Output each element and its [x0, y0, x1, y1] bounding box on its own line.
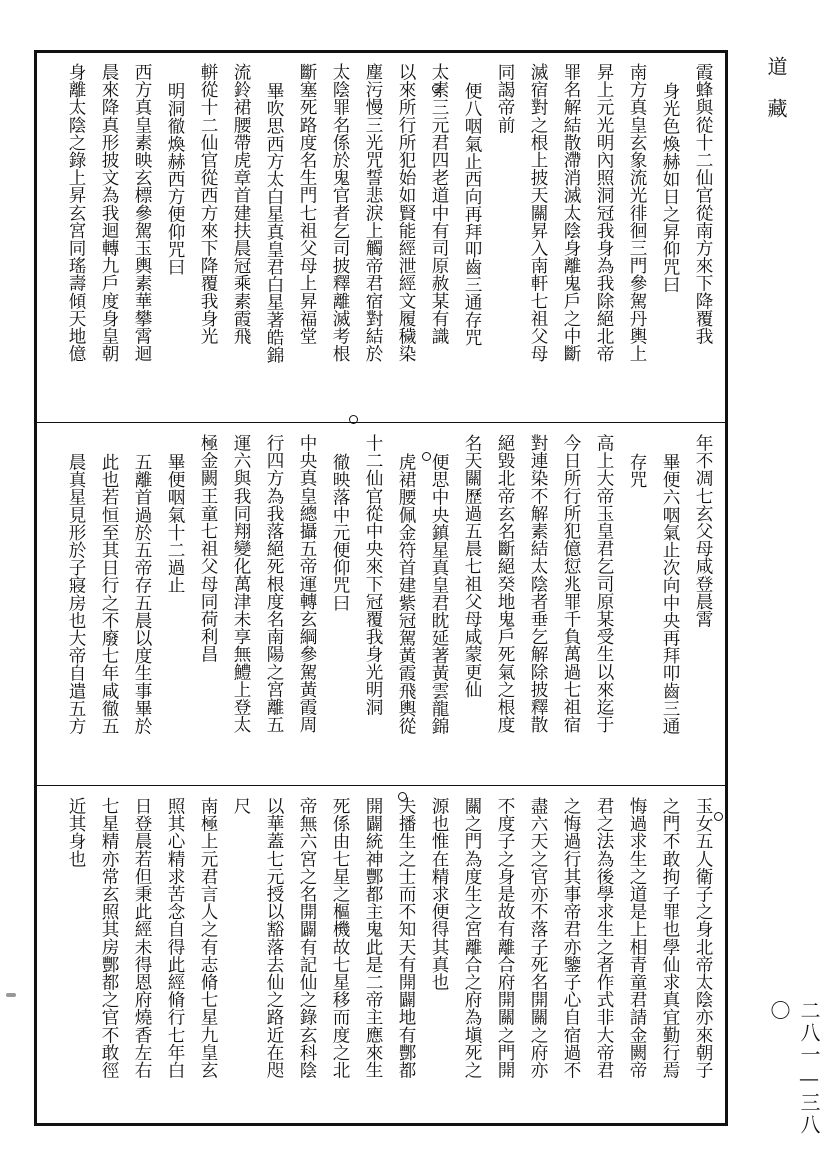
text-column: 以華蓋七元授以豁落去仙之路近在咫: [264, 797, 284, 1079]
text-column: 太素三元君四老道中有司原赦某有識: [429, 63, 449, 345]
section-divider: [37, 785, 725, 786]
text-column: 霞蜂與從十二仙官從南方來下降覆我: [693, 63, 713, 345]
text-column: 死係由七星之樞機故七星移而度之北: [330, 797, 350, 1079]
text-column: 同謁帝前: [495, 63, 515, 134]
text-column: 斷塞死路度名生門七祖父母上昇福堂: [297, 63, 317, 345]
text-column: 玉女五人衛子之身北帝太陰亦來朝子: [693, 797, 713, 1079]
text-column: 源也惟在精求便得其真也: [429, 797, 449, 991]
text-column: 君之法為後學求生之者作式非大帝君: [594, 797, 614, 1079]
paragraph-mark: [349, 415, 358, 424]
text-column: 悔過求生之道是上相青童君請金闕帝: [627, 797, 647, 1079]
page-frame: [34, 50, 728, 1126]
text-column: 尺: [231, 797, 251, 815]
text-column: 太陰罪名係於鬼官者乞司披釋離滅考根: [330, 63, 350, 363]
text-column: 開闢統神酆都主鬼此是二帝主應來生: [363, 797, 383, 1079]
text-column: 畢便咽氣十二過止: [165, 453, 185, 594]
text-column: 高上大帝玉皇君乞司原某受生以來迄于: [594, 434, 614, 734]
text-column: 今日所行所犯億愆兆罪千負萬過七祖宿: [561, 434, 581, 734]
paragraph-mark: [432, 84, 441, 93]
text-column: 不度子之身是故有離合府開關之門開: [495, 797, 515, 1079]
text-column: 虎裙腰佩金符首建紫冠駕黃霞飛輿從: [396, 453, 416, 735]
text-column: 身離太陰之錄上昇玄宮同瑤壽傾天地億: [66, 63, 86, 363]
text-column: 運六與我同翔變化萬津未享無鱧上登太: [231, 434, 251, 734]
text-column: 南極上元君言人之有志脩七星九皇玄: [198, 797, 218, 1079]
text-column: 照其心精求苦念自得此經脩行七年白: [165, 797, 185, 1079]
text-column: 滅宿對之根上披天關昇入南軒七祖父母: [528, 63, 548, 363]
text-column: 晨來降真形披文為我迴轉九戶度身皇朝: [99, 63, 119, 363]
text-column: 十二仙官從中央來下冠覆我身光明洞: [363, 434, 383, 716]
text-column: 罪名解結散滯消滅太陰身離鬼戶之中斷: [561, 63, 581, 363]
text-column: 行四方為我落絕死根度名南陽之宮離五: [264, 434, 284, 734]
text-column: 西方真皇素映玄標參駕玉輿素華攀霄迴: [132, 63, 152, 363]
text-column: 年不凋七玄父母咸登晨霄: [693, 434, 713, 628]
text-column: 畢便六咽氣止次向中央再拜叩齒三通: [660, 453, 680, 735]
ink-smudge: [6, 993, 16, 997]
paragraph-mark: [398, 792, 407, 801]
text-column: 流鈴裙腰帶虎章首建扶晨冠乘素霞飛: [231, 63, 251, 345]
text-column: 晨真星見形於子寢房也大帝自遣五方: [66, 453, 86, 735]
text-column: 絕毀北帝玄名斷絕癸地鬼戶死氣之根度: [495, 434, 515, 734]
section-divider: [37, 422, 725, 423]
text-column: 南方真皇玄象流光徘徊三門參駕丹輿上: [627, 63, 647, 363]
text-column: 極金闕王童七祖父母同荷利昌: [198, 434, 218, 663]
text-column: 塵污慢三光咒誓悲淚上觸帝君宿對結於: [363, 63, 383, 363]
text-column: 對連染不解素結太陰者垂乞解除披釋散: [528, 434, 548, 734]
text-column: 畢吹思西方太白星真皇君白星著皓錦: [264, 82, 284, 364]
text-column: 昇上元光明內照洞冠我身為我除絕北帝: [594, 63, 614, 363]
text-column: 徹映落中元便仰咒曰: [330, 453, 350, 612]
text-column: 名天關歷過五晨七祖父母咸蒙更仙: [462, 434, 482, 698]
text-panel-middle: [43, 434, 719, 778]
text-column: 之門不敢拘子罪也學仙求真宜勤行焉: [660, 797, 680, 1079]
book-title: 道藏: [764, 56, 788, 140]
paragraph-mark: [422, 452, 431, 461]
text-column: 關之門為度生之宮離合之府為塡死之: [462, 797, 482, 1079]
text-panel-top: [43, 63, 719, 415]
text-column: 夫播生之士而不知天有開闢地有酆都: [396, 797, 416, 1079]
text-column: 近其身也: [66, 797, 86, 868]
page-number: 二八一—三八〇: [767, 1000, 821, 1136]
text-column: 中央真皇總攝五帝運轉玄綱參駕黃霞周: [297, 434, 317, 734]
text-column: 盡六天之官亦不落子死名開關之府亦: [528, 797, 548, 1079]
text-column: 以來所行所犯始如賢能經泄經文履穢染: [396, 63, 416, 363]
text-panel-bottom: [43, 797, 719, 1119]
text-column: 帝無六宮之名開闢有記仙之錄玄科陰: [297, 797, 317, 1079]
text-column: 此也若恒至其日行之不廢七年咸徹五: [99, 453, 119, 735]
text-column: 存咒: [627, 453, 647, 489]
text-column: 便思中央鎮星真皇君眈延著黃雲龍錦: [429, 453, 449, 735]
paragraph-mark: [714, 812, 723, 821]
text-column: 七星精亦常玄照其房酆都之官不敢徑: [99, 797, 119, 1079]
text-column: 之悔過行其事帝君亦鑒子心自宿過不: [561, 797, 581, 1079]
text-column: 身光色煥赫如日之昇仰咒曰: [660, 82, 680, 294]
text-column: 軿從十二仙官從西方來下降覆我身光: [198, 63, 218, 345]
text-column: 五離首過於五帝存五晨以度生事畢於: [132, 453, 152, 735]
text-column: 明洞徹煥赫西方便仰咒曰: [165, 82, 185, 276]
text-column: 便八咽氣止西向再拜叩齒三通存咒: [462, 82, 482, 346]
text-column: 日登晨若但秉此經未得恩府燒香左右: [132, 797, 152, 1079]
